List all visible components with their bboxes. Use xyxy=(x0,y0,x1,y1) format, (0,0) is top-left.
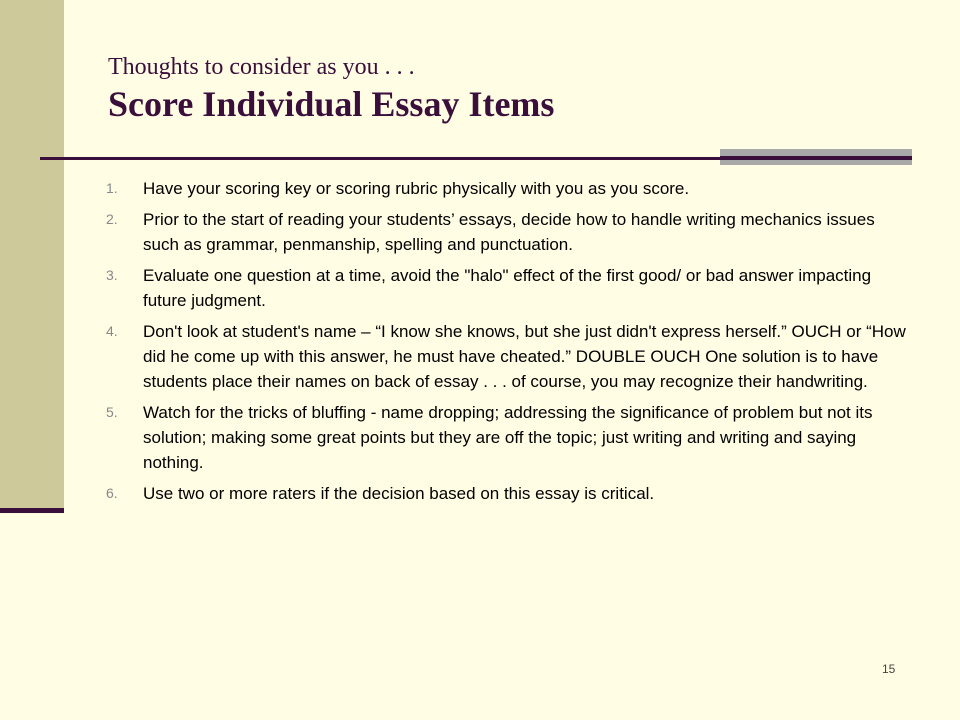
list-item-text: Have your scoring key or scoring rubric physically with you as you score. xyxy=(143,179,690,198)
list-item-text: Don't look at student's name – “I know she knows, but she just didn't express herself.” OUCH or “How did he come up with this answer, he must have cheated.” DOUBLE OUCH One solution is to have students place their names on back of essay . . . of course, you may recognize their handwriting. xyxy=(143,322,906,391)
list-item xyxy=(106,400,906,475)
page-number: 15 xyxy=(882,662,896,676)
list-item-text: Use two or more raters if the decision based on this essay is critical. xyxy=(143,484,655,503)
title-area xyxy=(108,52,908,126)
list-item-number: 5. xyxy=(106,404,118,420)
list-item-number: 1. xyxy=(106,180,118,196)
list-item xyxy=(106,176,906,201)
list-item xyxy=(106,207,906,257)
list-item-number: 6. xyxy=(106,485,118,501)
list-item xyxy=(106,319,906,394)
slide-title: Score Individual Essay Items xyxy=(108,84,555,124)
slide-subtitle: Thoughts to consider as you . . . xyxy=(108,54,415,80)
list-item-number: 2. xyxy=(106,211,118,227)
list-item-number: 3. xyxy=(106,267,118,283)
title-rule-accent-line xyxy=(720,156,912,158)
list-item-number: 4. xyxy=(106,323,118,339)
list-item xyxy=(106,481,906,506)
list-item-text: Prior to the start of reading your students’ essays, decide how to handle writing mechanics issues such as grammar, penmanship, spelling and punctuation. xyxy=(143,210,875,254)
list-item-text: Watch for the tricks of bluffing - name dropping; addressing the significance of problem but not its solution; making some great points but they are off the topic; just writing and writing and saying nothing. xyxy=(143,403,873,472)
left-decorative-band xyxy=(0,0,64,512)
list-item xyxy=(106,263,906,313)
essay-scoring-list xyxy=(106,176,906,512)
left-band-edge xyxy=(0,508,64,513)
list-item-text: Evaluate one question at a time, avoid the "halo" effect of the first good/ or bad answer impacting future judgment. xyxy=(143,266,872,310)
